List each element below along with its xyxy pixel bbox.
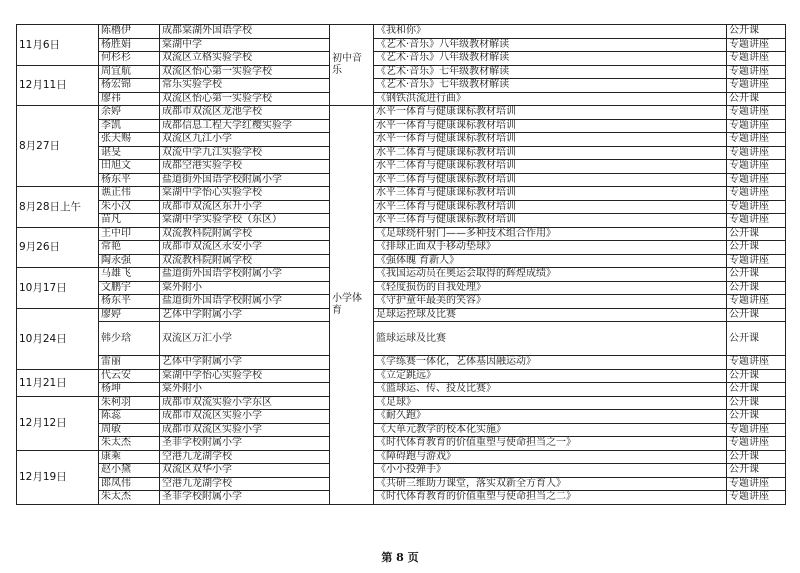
topic-cell: 《守护童年最美的笑容》	[374, 295, 727, 309]
topic-cell: 《立定跳远》	[374, 369, 727, 383]
school-cell: 双流教科院附属学校	[160, 254, 330, 268]
table-row	[17, 187, 786, 201]
school-cell: 双流区怡心第一实验学校	[160, 92, 330, 106]
type-cell: 公开课	[727, 396, 786, 410]
type-cell: 公开课	[727, 322, 786, 356]
school-cell: 成都市双流区东升小学	[160, 200, 330, 214]
topic-cell: 《足球绕杆射门——多种技术组合作用》	[374, 227, 727, 241]
date-cell: 8月27日	[17, 106, 99, 187]
topic-cell: 水平三体育与健康课标教材培训	[374, 214, 727, 228]
topic-cell: 《共研三维助力课堂，落实双新全方育人》	[374, 477, 727, 491]
school-cell: 成都信息工程大学红樱实验学	[160, 119, 330, 133]
date-cell: 11月21日	[17, 369, 99, 396]
page-number: 第 8 页	[381, 551, 419, 564]
school-cell: 双流教科院附属学校	[160, 227, 330, 241]
school-cell: 成都市双流实验小学东区	[160, 396, 330, 410]
date-cell: 8月28日上午	[17, 187, 99, 228]
type-cell: 公开课	[727, 241, 786, 255]
topic-cell: 《大单元教学的校本化实施》	[374, 423, 727, 437]
topic-cell: 《排球正面双手移动垫球》	[374, 241, 727, 255]
table-row	[17, 281, 786, 295]
teacher-cell: 苗凡	[99, 214, 160, 228]
table-row	[17, 369, 786, 383]
school-cell: 盐道街外国语学校附属小学	[160, 268, 330, 282]
subject-cell: 小学体育	[330, 106, 374, 505]
type-cell: 公开课	[727, 450, 786, 464]
schedule-sheet	[16, 24, 785, 525]
teacher-cell: 周敏	[99, 423, 160, 437]
table-row	[17, 356, 786, 370]
teacher-cell: 杨坤	[99, 383, 160, 397]
teacher-cell: 王中印	[99, 227, 160, 241]
topic-cell: 水平三体育与健康课标教材培训	[374, 187, 727, 201]
table-row	[17, 25, 786, 39]
topic-cell: 《艺术·音乐》七年级教材解读	[374, 79, 727, 93]
table-row	[17, 308, 786, 322]
date-cell: 10月17日	[17, 268, 99, 309]
teacher-cell: 杨宏锦	[99, 79, 160, 93]
table-row	[17, 464, 786, 478]
type-cell: 公开课	[727, 268, 786, 282]
schedule-table	[16, 24, 786, 505]
table-row	[17, 119, 786, 133]
topic-cell: 《我和你》	[374, 25, 727, 39]
type-cell: 专题讲座	[727, 437, 786, 451]
type-cell: 公开课	[727, 410, 786, 424]
type-cell: 公开课	[727, 281, 786, 295]
topic-cell: 《艺术·音乐》八年级教材解读	[374, 38, 727, 52]
teacher-cell: 陈櫓伊	[99, 25, 160, 39]
school-cell: 圣菲学校附属小学	[160, 437, 330, 451]
table-row	[17, 65, 786, 79]
type-cell: 专题讲座	[727, 423, 786, 437]
teacher-cell: 廖祎	[99, 92, 160, 106]
type-cell: 专题讲座	[727, 214, 786, 228]
type-cell: 专题讲座	[727, 160, 786, 174]
teacher-cell: 何杉杉	[99, 52, 160, 66]
school-cell: 棠湖中学怡心实验学校	[160, 187, 330, 201]
topic-cell: 《学练赛一体化，艺体基因融运动》	[374, 356, 727, 370]
teacher-cell: 朱小汉	[99, 200, 160, 214]
table-row	[17, 241, 786, 255]
topic-cell: 《耐久跑》	[374, 410, 727, 424]
topic-cell: 《我国运动员在奥运会取得的辉煌成绩》	[374, 268, 727, 282]
table-row	[17, 173, 786, 187]
teacher-cell: 马雄飞	[99, 268, 160, 282]
type-cell: 公开课	[727, 92, 786, 106]
school-cell: 成都市双流区实验小学	[160, 410, 330, 424]
school-cell: 棠湖中学怡心实验学校	[160, 369, 330, 383]
school-cell: 成都市双流区龙池学校	[160, 106, 330, 120]
school-cell: 双流区九江小学	[160, 133, 330, 147]
schedule-body	[17, 25, 786, 505]
school-cell: 棠湖中学实验学校（东区）	[160, 214, 330, 228]
topic-cell: 《艺术·音乐》七年级教材解读	[374, 65, 727, 79]
school-cell: 双流区怡心第一实验学校	[160, 65, 330, 79]
topic-cell: 水平二体育与健康课标教材培训	[374, 146, 727, 160]
school-cell: 盐道街外国语学校附属小学	[160, 173, 330, 187]
school-cell: 成都棠湖外国语学校	[160, 25, 330, 39]
type-cell: 公开课	[727, 369, 786, 383]
school-cell: 圣菲学校附属小学	[160, 491, 330, 505]
date-cell: 10月24日	[17, 308, 99, 369]
topic-cell: 水平一体育与健康课标教材培训	[374, 133, 727, 147]
teacher-cell: 廖婷	[99, 308, 160, 322]
type-cell: 专题讲座	[727, 477, 786, 491]
teacher-cell: 朱柯羽	[99, 396, 160, 410]
type-cell: 专题讲座	[727, 295, 786, 309]
topic-cell: 《时代体育教育的价值重塑与使命担当之一》	[374, 437, 727, 451]
type-cell: 公开课	[727, 25, 786, 39]
teacher-cell: 李凯	[99, 119, 160, 133]
teacher-cell: 代云安	[99, 369, 160, 383]
school-cell: 空港九龙湖学校	[160, 450, 330, 464]
table-row	[17, 450, 786, 464]
type-cell: 专题讲座	[727, 491, 786, 505]
table-row	[17, 268, 786, 282]
teacher-cell: 杨东平	[99, 173, 160, 187]
table-row	[17, 227, 786, 241]
type-cell: 专题讲座	[727, 173, 786, 187]
teacher-cell: 张天赐	[99, 133, 160, 147]
type-cell: 专题讲座	[727, 119, 786, 133]
table-row	[17, 437, 786, 451]
table-row	[17, 295, 786, 309]
table-row	[17, 160, 786, 174]
table-row	[17, 106, 786, 120]
topic-cell: 水平一体育与健康课标教材培训	[374, 106, 727, 120]
topic-cell: 《小小投弹手》	[374, 464, 727, 478]
type-cell: 专题讲座	[727, 146, 786, 160]
school-cell: 艺体中学附属小学	[160, 356, 330, 370]
teacher-cell: 康乘	[99, 450, 160, 464]
school-cell: 双流区立格实验学校	[160, 52, 330, 66]
school-cell: 成都市双流区实验小学	[160, 423, 330, 437]
table-row	[17, 396, 786, 410]
teacher-cell: 杨东平	[99, 295, 160, 309]
table-row	[17, 146, 786, 160]
school-cell: 成都市双流区永安小学	[160, 241, 330, 255]
table-row	[17, 92, 786, 106]
type-cell: 专题讲座	[727, 133, 786, 147]
teacher-cell: 杨胜娟	[99, 38, 160, 52]
teacher-cell: 陶永强	[99, 254, 160, 268]
table-row	[17, 491, 786, 505]
teacher-cell: 常艳	[99, 241, 160, 255]
teacher-cell: 谌旻	[99, 146, 160, 160]
topic-cell: 水平二体育与健康课标教材培训	[374, 173, 727, 187]
type-cell: 专题讲座	[727, 200, 786, 214]
date-cell: 12月19日	[17, 450, 99, 504]
topic-cell: 水平三体育与健康课标教材培训	[374, 200, 727, 214]
teacher-cell: 文鹏宇	[99, 281, 160, 295]
school-cell: 棠外附小	[160, 281, 330, 295]
type-cell: 公开课	[727, 383, 786, 397]
teacher-cell: 田旭文	[99, 160, 160, 174]
subject-cell: 初中音乐	[330, 25, 374, 106]
date-cell: 12月12日	[17, 396, 99, 450]
school-cell: 棠湖中学	[160, 38, 330, 52]
topic-cell: 《轻度损伤的自我处理》	[374, 281, 727, 295]
date-cell: 11月6日	[17, 25, 99, 66]
type-cell: 专题讲座	[727, 65, 786, 79]
type-cell: 专题讲座	[727, 187, 786, 201]
type-cell: 专题讲座	[727, 254, 786, 268]
teacher-cell: 朱太杰	[99, 491, 160, 505]
table-row	[17, 79, 786, 93]
topic-cell: 《篮球运、传、投及比赛》	[374, 383, 727, 397]
school-cell: 艺体中学附属小学	[160, 308, 330, 322]
school-cell: 双流区万汇小学	[160, 322, 330, 356]
date-cell: 12月11日	[17, 65, 99, 106]
table-row	[17, 133, 786, 147]
teacher-cell: 朱太杰	[99, 437, 160, 451]
table-row	[17, 38, 786, 52]
topic-cell: 《钢铁洪流进行曲》	[374, 92, 727, 106]
table-row	[17, 214, 786, 228]
school-cell: 常乐实验学校	[160, 79, 330, 93]
date-cell: 9月26日	[17, 227, 99, 268]
type-cell: 专题讲座	[727, 52, 786, 66]
school-cell: 双流区双华小学	[160, 464, 330, 478]
topic-cell: 篮球运球及比赛	[374, 322, 727, 356]
type-cell: 公开课	[727, 464, 786, 478]
teacher-cell: 陈蕊	[99, 410, 160, 424]
school-cell: 成都空港实验学校	[160, 160, 330, 174]
teacher-cell: 谯正伟	[99, 187, 160, 201]
school-cell: 空港九龙湖学校	[160, 477, 330, 491]
type-cell: 专题讲座	[727, 79, 786, 93]
table-row	[17, 200, 786, 214]
school-cell: 双流中学九江实验学校	[160, 146, 330, 160]
school-cell: 棠外附小	[160, 383, 330, 397]
topic-cell: 《强体魄 育新人》	[374, 254, 727, 268]
type-cell: 专题讲座	[727, 38, 786, 52]
type-cell: 公开课	[727, 308, 786, 322]
type-cell: 专题讲座	[727, 106, 786, 120]
table-row	[17, 383, 786, 397]
table-row	[17, 52, 786, 66]
type-cell: 专题讲座	[727, 356, 786, 370]
topic-cell: 《时代体育教育的价值重塑与使命担当之二》	[374, 491, 727, 505]
table-row	[17, 477, 786, 491]
topic-cell: 水平一体育与健康课标教材培训	[374, 119, 727, 133]
table-row	[17, 423, 786, 437]
teacher-cell: 郎凤伟	[99, 477, 160, 491]
table-row	[17, 254, 786, 268]
table-row	[17, 410, 786, 424]
topic-cell: 《艺术·音乐》八年级教材解读	[374, 52, 727, 66]
topic-cell: 水平二体育与健康课标教材培训	[374, 160, 727, 174]
teacher-cell: 周宜航	[99, 65, 160, 79]
table-row	[17, 322, 786, 356]
topic-cell: 《障碍跑与游戏》	[374, 450, 727, 464]
topic-cell: 足球运控球及比赛	[374, 308, 727, 322]
teacher-cell: 余婷	[99, 106, 160, 120]
teacher-cell: 雷丽	[99, 356, 160, 370]
teacher-cell: 韩少琀	[99, 322, 160, 356]
type-cell: 公开课	[727, 227, 786, 241]
school-cell: 盐道街外国语学校附属小学	[160, 295, 330, 309]
teacher-cell: 赵小黛	[99, 464, 160, 478]
topic-cell: 《足球》	[374, 396, 727, 410]
